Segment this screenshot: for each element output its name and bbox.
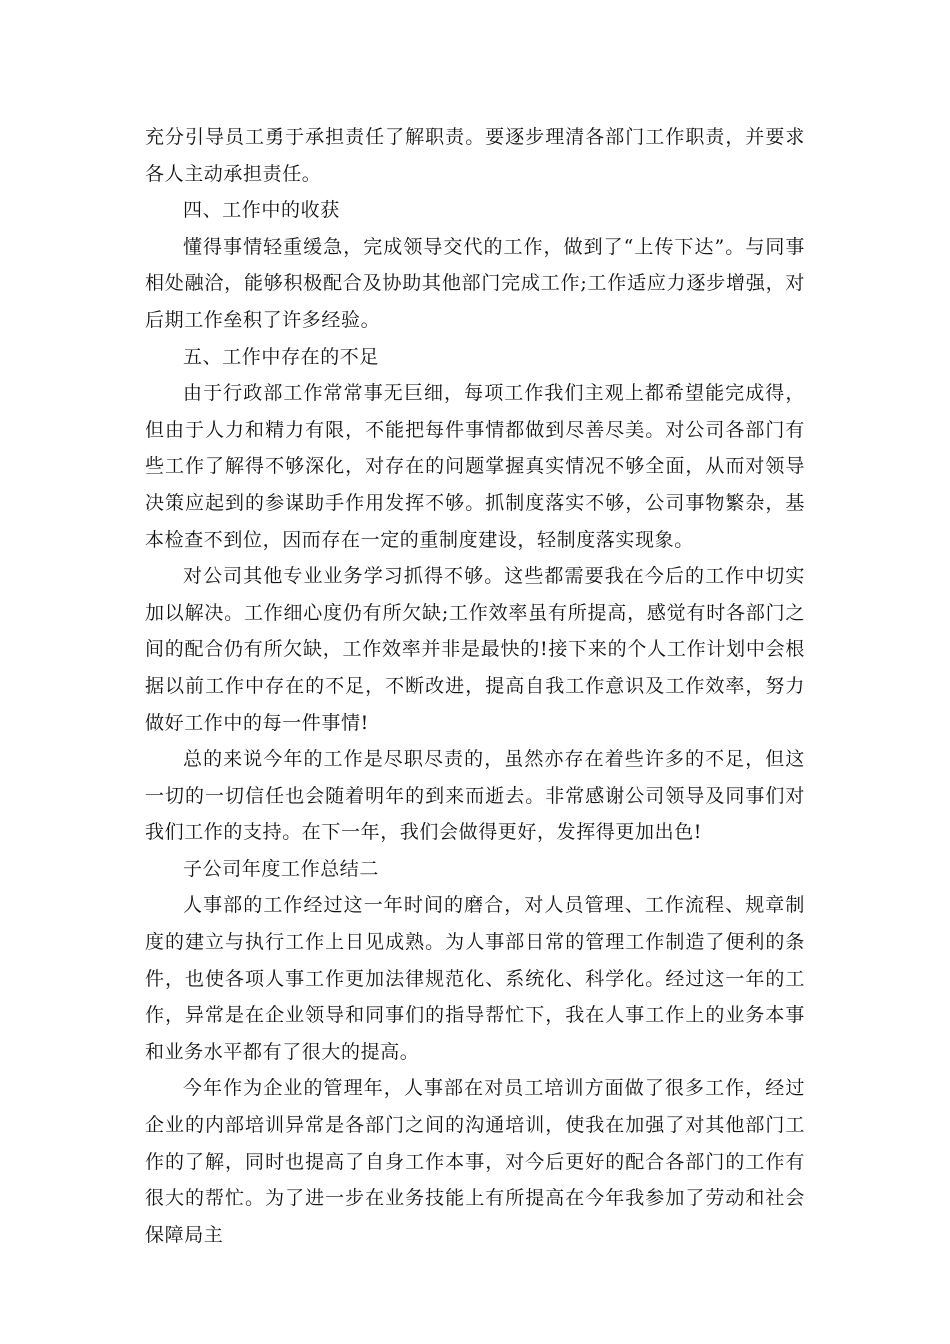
paragraph-hr-2: 今年作为企业的管理年，人事部在对员工培训方面做了很多工作，经过企业的内部培训异常是各部门之间的沟通培训，使我在加强了对其他部门工作的了解，同时也提高了自身工作本事，对今后更好的配合各部门的工作有很大的帮忙。为了进一步在业务技能上有所提高在今年我参加了劳动和社会保障局主 [145,1077,805,1246]
paragraph-shortcomings-2: 对公司其他专业业务学习抓得不够。这些都需要我在今后的工作中切实加以解决。工作细心度仍有所欠缺;工作效率虽有所提高，感觉有时各部门之间的配合仍有所欠缺，工作效率并非是最快的!接下来的个人工作计划中会根据以前工作中存在的不足，不断改进，提高自我工作意识及工作效率，努力做好工作中的每一件事情! [145,565,805,734]
section-heading-shortcomings: 五、工作中存在的不足 [183,345,380,368]
paragraph-continuation: 充分引导员工勇于承担责任了解职责。要逐步理清各部门工作职责，并要求各人主动承担责任。 [145,126,805,185]
paragraph-shortcomings-1: 由于行政部工作常常事无巨细，每项工作我们主观上都希望能完成得，但由于人力和精力有限，不能把每件事情都做到尽善尽美。对公司各部门有些工作了解得不够深化，对存在的问题掌握真实情况不够全面，从而对领导决策应起到的参谋助手作用发挥不够。抓制度落实不够，公司事物繁杂，基本检查不到位，因而存在一定的重制度建设，轻制度落实现象。 [145,382,805,551]
section-heading-summary-two: 子公司年度工作总结二 [183,857,380,880]
paragraph-hr-1: 人事部的工作经过这一年时间的磨合，对人员管理、工作流程、规章制度的建立与执行工作上日见成熟。为人事部日常的管理工作制造了便利的条件，也使各项人事工作更加法律规范化、系统化、科学化。经过这一年的工作，异常是在企业领导和同事们的指导帮忙下，我在人事工作上的业务本事和业务水平都有了很大的提高。 [145,894,805,1063]
paragraph-harvest: 懂得事情轻重缓急，完成领导交代的工作，做到了“上传下达”。与同事相处融洽，能够积极配合及协助其他部门完成工作;工作适应力逐步增强，对后期工作垒积了许多经验。 [145,235,805,331]
document-body [145,119,805,1253]
section-heading-harvest: 四、工作中的收获 [183,199,340,222]
paragraph-conclusion: 总的来说今年的工作是尽职尽责的，虽然亦存在着些许多的不足，但这一切的一切信任也会随着明年的到来而逝去。非常感谢公司领导及同事们对我们工作的支持。在下一年，我们会做得更好，发挥得更加出色! [145,748,805,844]
